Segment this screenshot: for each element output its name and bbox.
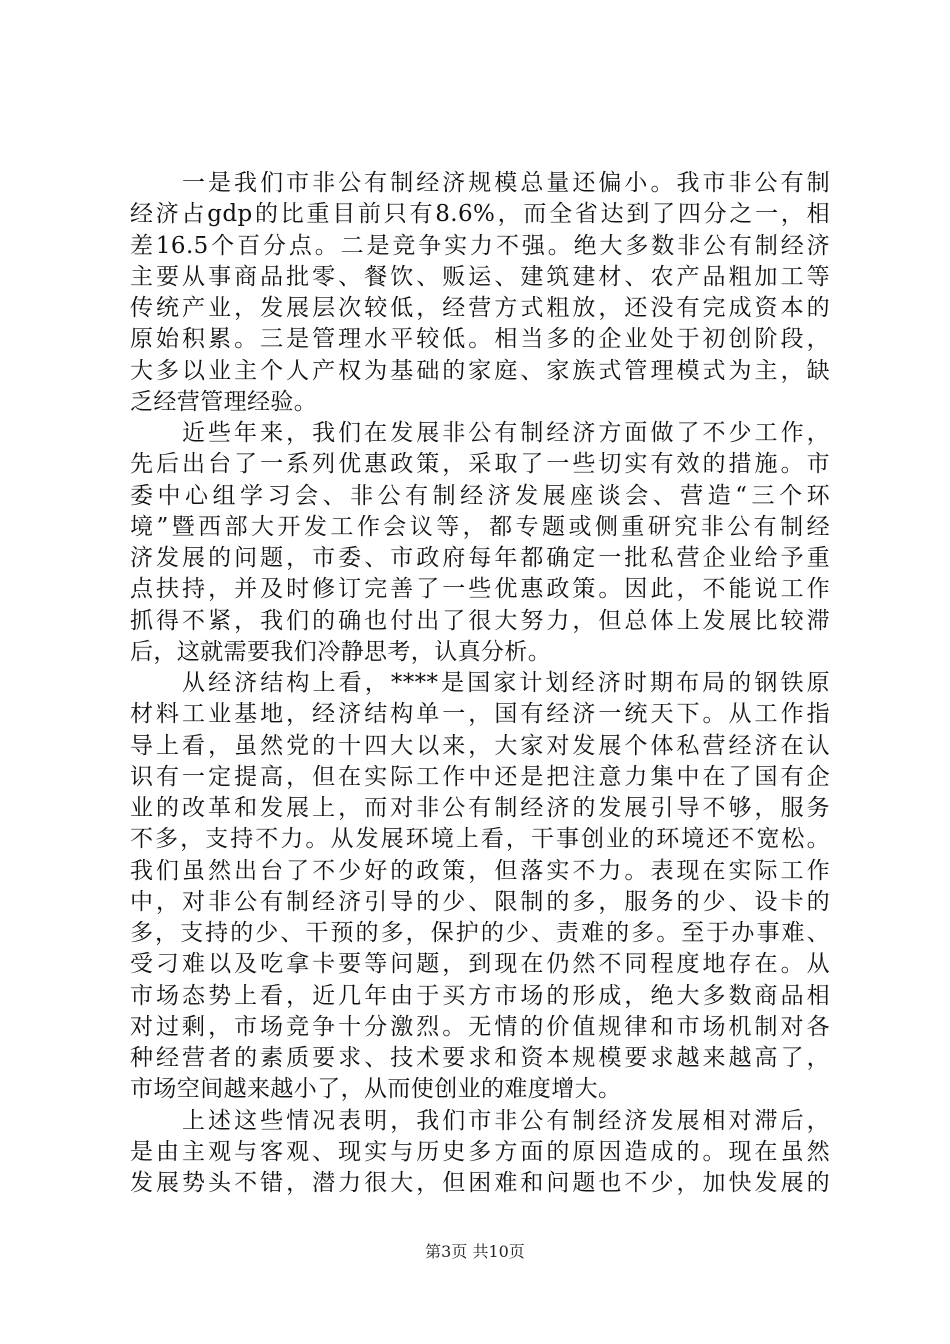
text-line: 材料工业基地，经济结构单一，国有经济一统天下。从工作指 <box>130 701 830 728</box>
text-line: 市场空间越来越小了，从而使创业的难度增大。 <box>130 1076 622 1103</box>
text-line: 先后出台了一系列优惠政策，采取了一些切实有效的措施。市 <box>130 451 830 478</box>
paragraph <box>130 418 830 668</box>
text-line: 从经济结构上看，****是国家计划经济时期布局的钢铁原 <box>182 670 830 696</box>
text-line: 原始积累。三是管理水平较低。相当多的企业处于初创阶段， <box>130 326 830 353</box>
text-line: 多，支持的少、干预的多，保护的少、责难的多。至于办事难、 <box>130 920 830 946</box>
text-line: 种经营者的素质要求、技术要求和资本规模要求越来越高了， <box>130 1045 830 1071</box>
page-footer: 第3页 共10页 <box>425 1242 525 1261</box>
paragraph <box>130 1106 830 1200</box>
text-line: 业的改革和发展上，而对非公有制经济的发展引导不够，服务 <box>130 795 830 821</box>
text-line: 我们虽然出台了不少好的政策，但落实不力。表现在实际工作 <box>130 857 830 884</box>
text-line: 近些年来，我们在发展非公有制经济方面做了不少工作， <box>182 420 830 446</box>
text-line: 抓得不紧，我们的确也付出了很大努力，但总体上发展比较滞 <box>130 607 830 634</box>
text-line: 委中心组学习会、非公有制经济发展座谈会、营造“三个环 <box>130 482 830 509</box>
text-line: 经济占gdp的比重目前只有8.6%，而全省达到了四分之一，相 <box>130 201 830 228</box>
document-body <box>130 168 830 1199</box>
text-line: 不多，支持不力。从发展环境上看，干事创业的环境还不宽松。 <box>130 826 830 853</box>
text-line: 一是我们市非公有制经济规模总量还偏小。我市非公有制 <box>182 170 830 196</box>
text-line: 大多以业主个人产权为基础的家庭、家族式管理模式为主，缺 <box>130 357 830 384</box>
text-line: 济发展的问题，市委、市政府每年都确定一批私营企业给予重 <box>130 545 830 571</box>
text-line: 后，这就需要我们冷静思考，认真分析。 <box>130 638 552 665</box>
text-line: 市场态势上看，近几年由于买方市场的形成，绝大多数商品相 <box>130 982 830 1009</box>
text-line: 差16.5个百分点。二是竞争实力不强。绝大多数非公有制经济 <box>130 232 830 259</box>
text-line: 发展势头不错，潜力很大，但困难和问题也不少，加快发展的 <box>130 1170 830 1196</box>
text-line: 传统产业，发展层次较低，经营方式粗放，还没有完成资本的 <box>130 295 830 321</box>
paragraph <box>130 668 830 1106</box>
text-line: 受刁难以及吃拿卡要等问题，到现在仍然不同程度地存在。从 <box>130 951 830 978</box>
text-line: 识有一定提高，但在实际工作中还是把注意力集中在了国有企 <box>130 763 830 790</box>
text-line: 是由主观与客观、现实与历史多方面的原因造成的。现在虽然 <box>130 1138 830 1165</box>
text-line: 境”暨西部大开发工作会议等，都专题或侧重研究非公有制经 <box>130 513 830 540</box>
text-line: 乏经营管理经验。 <box>130 388 318 415</box>
text-line: 对过剩，市场竞争十分激烈。无情的价值规律和市场机制对各 <box>130 1013 830 1040</box>
text-line: 主要从事商品批零、餐饮、贩运、建筑建材、农产品粗加工等 <box>130 263 830 290</box>
paragraph <box>130 168 830 418</box>
text-line: 点扶持，并及时修订完善了一些优惠政策。因此，不能说工作 <box>130 576 830 603</box>
text-line: 中，对非公有制经济引导的少、限制的多，服务的少、设卡的 <box>130 888 830 915</box>
text-line: 上述这些情况表明，我们市非公有制经济发展相对滞后， <box>182 1107 830 1134</box>
text-line: 导上看，虽然党的十四大以来，大家对发展个体私营经济在认 <box>130 732 830 759</box>
